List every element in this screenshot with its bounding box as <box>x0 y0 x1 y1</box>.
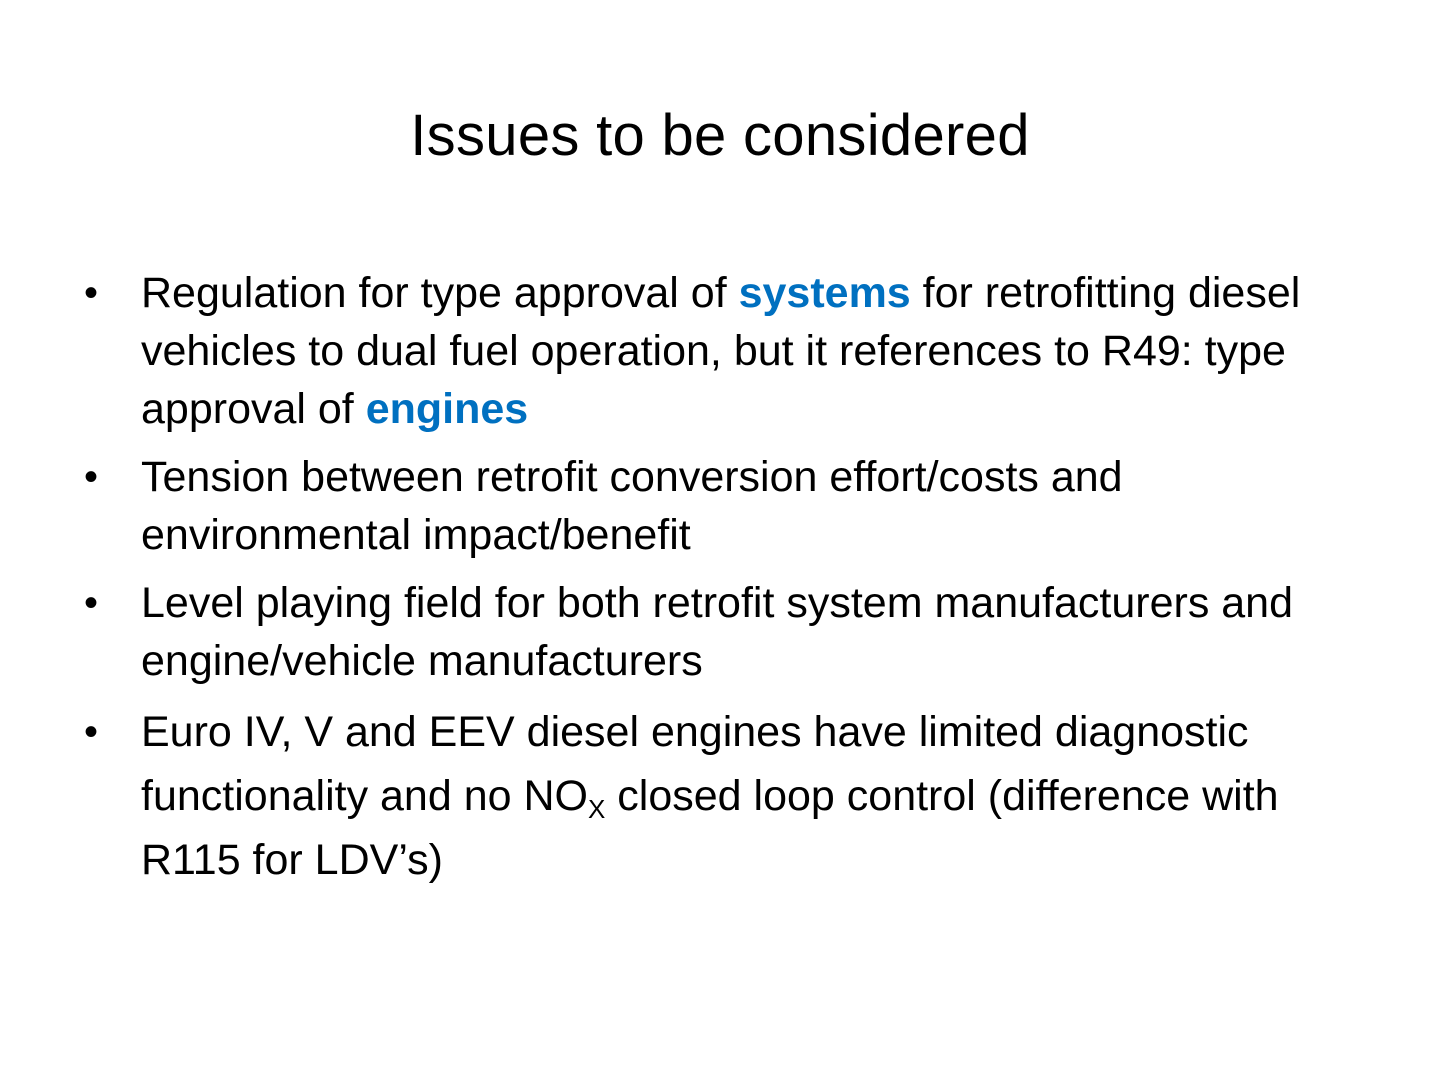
bullet-text: closed loop control (difference with R115 for LDV’s) <box>141 772 1279 884</box>
bullet-text: for retrofitting diesel vehicles to dual fuel operation, but it references to R49: type approval of <box>141 269 1301 433</box>
bullet-text: Level playing field for both retrofit system manufacturers and engine/vehicle manufacturers <box>141 579 1294 685</box>
bullet-text: Regulation for type approval of <box>141 269 739 317</box>
bullet-item-euro-engines <box>84 700 1384 892</box>
slide-title: Issues to be considered <box>410 103 1030 168</box>
bullet-item-type-approval <box>84 264 1384 438</box>
bullet-text: Tension between retrofit conversion effort/costs and environmental impact/benefit <box>141 453 1123 559</box>
bullet-item-level-playing-field <box>84 574 1384 690</box>
subscript-x: X <box>588 794 606 824</box>
bullet-list <box>84 264 1384 902</box>
bullet-text: Euro IV, V and EEV diesel engines have limited diagnostic functionality and no NO <box>141 708 1249 820</box>
bullet-icon: • <box>84 455 99 499</box>
bullet-icon: • <box>84 581 99 625</box>
emphasis-engines: engines <box>365 385 529 433</box>
emphasis-systems: systems <box>738 269 911 317</box>
bullet-icon: • <box>84 710 99 754</box>
bullet-icon: • <box>84 271 99 315</box>
bullet-item-tension <box>84 448 1384 564</box>
